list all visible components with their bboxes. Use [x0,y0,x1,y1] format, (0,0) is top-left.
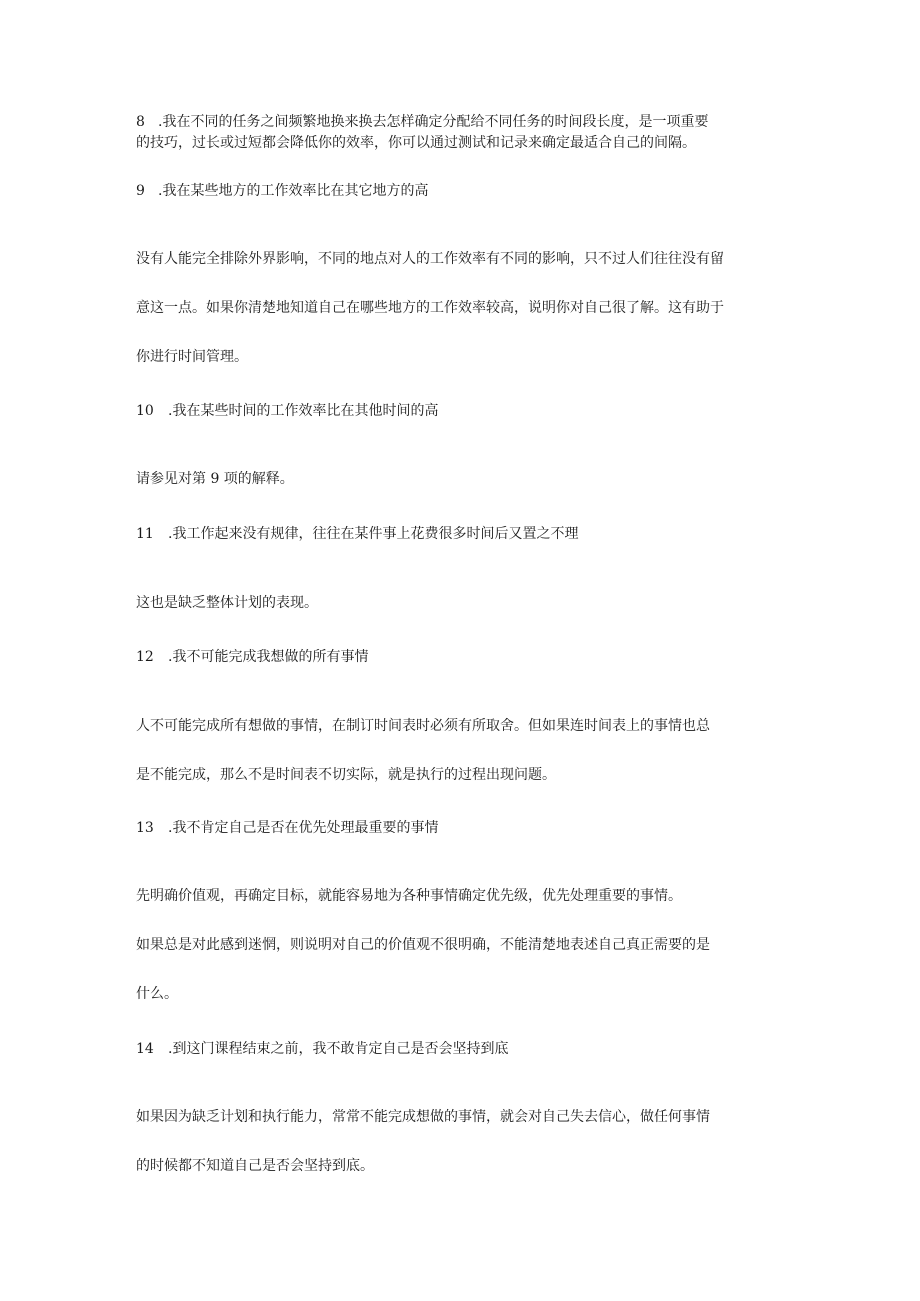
section-title: .我在某些地方的工作效率比在其它地方的高 [158,183,429,199]
section-10-heading [136,399,786,423]
section-number: 10 [136,403,154,419]
section-12-body-line: 是不能完成，那么不是时间表不切实际，就是执行的过程出现问题。 [136,767,556,783]
section-13-body-line: 如果总是对此感到迷惘，则说明对自己的价值观不很明确，不能清楚地表述自己真正需要的是 [136,937,710,953]
section-9-heading [136,179,786,203]
section-9-body-line: 你进行时间管理。 [136,349,248,365]
section-number: 11 [136,526,154,542]
section-title: .我不可能完成我想做的所有事情 [168,649,369,665]
section-12-heading [136,645,786,669]
section-title-line: 的技巧，过长或过短都会降低你的效率，你可以通过测试和记录来确定最适合自己的间隔。 [136,135,696,151]
section-14-body-line: 如果因为缺乏计划和执行能力，常常不能完成想做的事情，就会对自己失去信心，做任何事情 [136,1109,710,1125]
section-title-line: .我在不同的任务之间频繁地换来换去怎样确定分配给不同任务的时间段长度，是一项重要 [158,114,709,130]
section-13-body-line: 什么。 [136,986,178,1002]
section-14-body-line: 的时候都不知道自己是否会坚持到底。 [136,1158,374,1174]
section-number: 8 [136,114,145,130]
section-number: 13 [136,820,154,836]
section-number: 9 [136,183,145,199]
section-8-heading-continued [136,131,786,155]
section-13-body-line: 先明确价值观，再确定目标，就能容易地为各种事情确定优先级，优先处理重要的事情。 [136,888,682,904]
section-9-body-line: 没有人能完全排除外界影响，不同的地点对人的工作效率有不同的影响，只不过人们往往没有留 [136,251,724,267]
section-title: .我不肯定自己是否在优先处理最重要的事情 [168,820,439,836]
section-9-body-line: 意这一点。如果你清楚地知道自己在哪些地方的工作效率较高，说明你对自己很了解。这有助于 [136,300,724,316]
section-title: .我工作起来没有规律，往往在某件事上花费很多时间后又置之不理 [168,526,579,542]
section-12-body-line: 人不可能完成所有想做的事情，在制订时间表时必须有所取舍。但如果连时间表上的事情也总 [136,718,710,734]
section-14-heading [136,1037,786,1061]
section-11-body-line: 这也是缺乏整体计划的表现。 [136,595,318,611]
section-title: .到这门课程结束之前，我不敢肯定自己是否会坚持到底 [168,1041,509,1057]
section-number: 14 [136,1041,154,1057]
section-13-heading [136,816,786,840]
section-number: 12 [136,649,154,665]
section-title: .我在某些时间的工作效率比在其他时间的高 [168,403,439,419]
section-11-heading [136,522,786,546]
section-10-body-line: 请参见对第 9 项的解释。 [136,471,294,487]
